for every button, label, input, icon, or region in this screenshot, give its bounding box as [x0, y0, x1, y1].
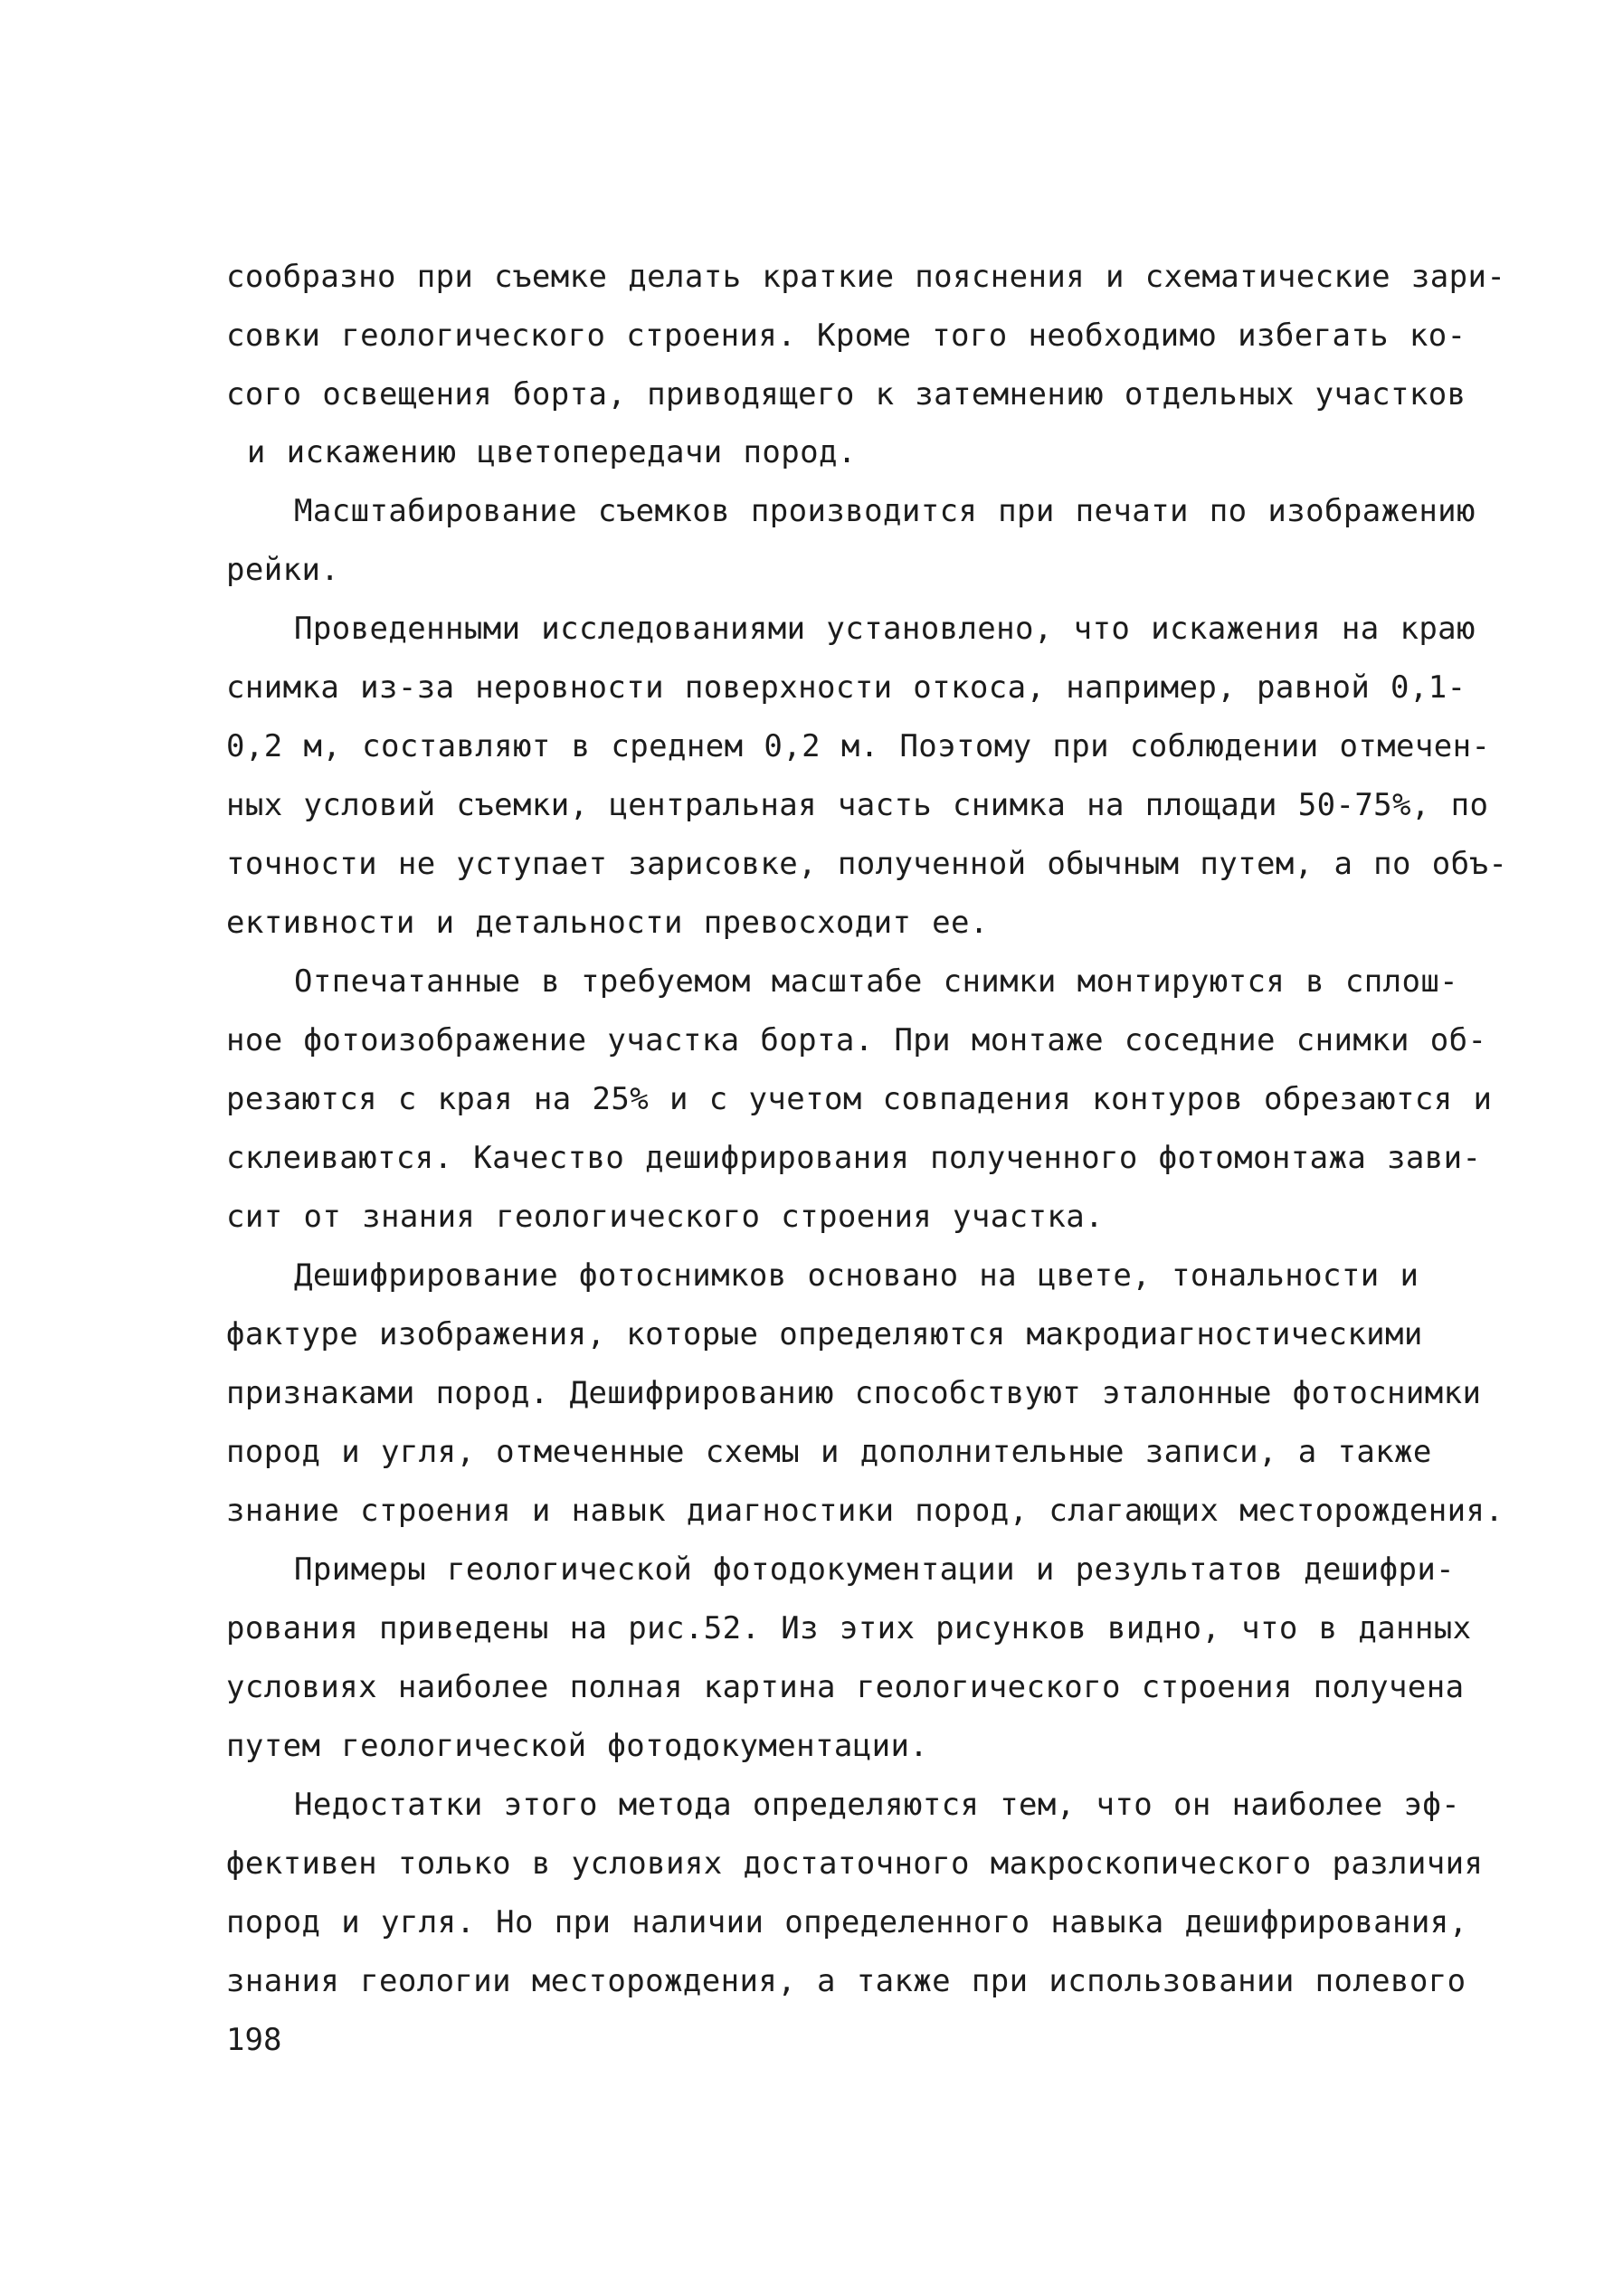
text-line: фактуре изображения, которые определяются макродиагностическими	[226, 1316, 1423, 1352]
text-line: ективности и детальности превосходит ее.	[226, 905, 989, 941]
paragraph-start-line: Недостатки этого метода определяются тем, что он наиболее эф-	[294, 1787, 1461, 1823]
text-line: точности не уступает зарисовке, полученной обычным путем, а по объ-	[226, 846, 1508, 882]
text-line: ное фотоизображение участка борта. При монтаже соседние снимки об-	[226, 1022, 1487, 1058]
text-line: условиях наиболее полная картина геологического строения получена	[226, 1669, 1465, 1705]
text-line: и искажению цветопередачи пород.	[226, 434, 857, 470]
paragraph-start-line: Проведенными исследованиями установлено, что искажения на краю	[294, 611, 1476, 647]
text-line: фективен только в условиях достаточного макроскопического различия	[226, 1845, 1484, 1882]
text-line: пород и угля, отмеченные схемы и дополнительные записи, а также	[226, 1434, 1432, 1470]
text-line: ных условий съемки, центральная часть снимка на площади 50-75%, по	[226, 787, 1489, 823]
page-number: 198	[226, 2022, 282, 2058]
text-line: знания геологии месторождения, а также при использовании полевого	[226, 1963, 1466, 1999]
text-line: пород и угля. Но при наличии определенного навыка дешифрирования,	[226, 1904, 1468, 1940]
text-line: рейки.	[226, 552, 340, 588]
paragraph-start-line: Дешифрирование фотоснимков основано на цвете, тональности и	[294, 1257, 1419, 1294]
text-line: резаются с края на 25% и с учетом совпадения контуров обрезаются и	[226, 1081, 1493, 1117]
text-line: путем геологической фотодокументации.	[226, 1728, 929, 1764]
text-line: снимка из-за неровности поверхности откоса, например, равной 0,1-	[226, 669, 1466, 706]
text-line: сого освещения борта, приводящего к затемнению отдельных участков	[226, 376, 1466, 413]
text-line: сообразно при съемке делать краткие пояснения и схематические зари-	[226, 259, 1506, 295]
text-line: 0,2 м, составляют в среднем 0,2 м. Поэтому при соблюдении отмечен-	[226, 728, 1491, 764]
text-line: склеиваются. Качество дешифрирования полученного фотомонтажа зави-	[226, 1140, 1482, 1176]
paragraph-start-line: Примеры геологической фотодокументации и результатов дешифри-	[294, 1551, 1456, 1588]
text-line: рования приведены на рис.52. Из этих рисунков видно, что в данных	[226, 1610, 1472, 1646]
text-line: знание строения и навык диагностики пород, слагающих месторождения.	[226, 1493, 1504, 1529]
paragraph-start-line: Масштабирование съемков производится при печати по изображению	[294, 493, 1476, 529]
text-line: признаками пород. Дешифрированию способствуют эталонные фотоснимки	[226, 1375, 1482, 1411]
text-line: совки геологического строения. Кроме того необходимо избегать ко-	[226, 318, 1466, 354]
paragraph-start-line: Отпечатанные в требуемом масштабе снимки монтируются в сплош-	[294, 963, 1459, 1000]
text-line: сит от знания геологического строения участка.	[226, 1199, 1105, 1235]
